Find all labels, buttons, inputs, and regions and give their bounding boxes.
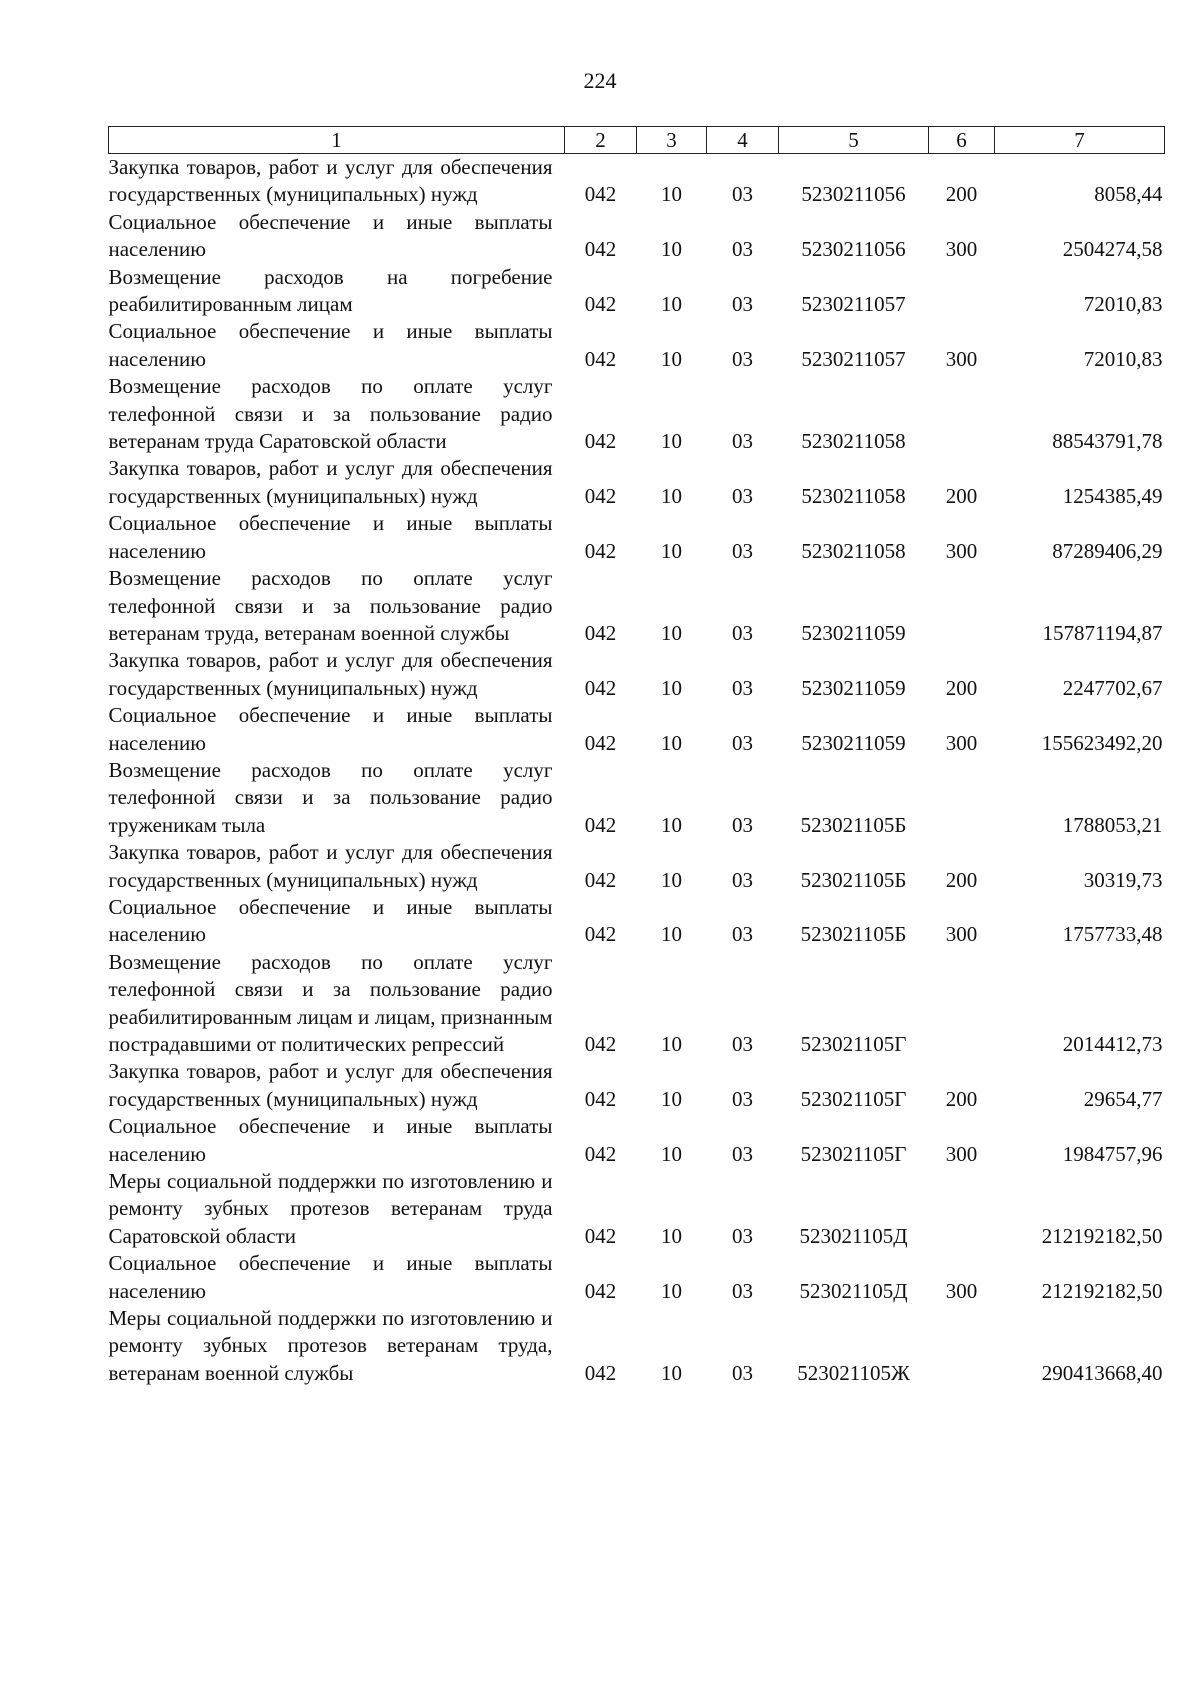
row-col-4: 03: [732, 182, 753, 207]
row-col-3: 10: [661, 292, 682, 317]
row-col-3: 10: [661, 812, 682, 837]
table-row: [109, 455, 1165, 510]
row-col-4: 03: [732, 1086, 753, 1111]
row-amount: 87289406,29: [1052, 538, 1163, 563]
row-col-2: 042: [584, 346, 617, 371]
row-amount: 30319,73: [1083, 867, 1163, 892]
row-col-6: 200: [945, 1086, 978, 1111]
header-col-2: 2: [565, 127, 637, 154]
row-col-6: 300: [945, 237, 978, 262]
row-description: Социальное обеспечение и иные выплаты населению: [108, 1251, 553, 1303]
header-col-3: 3: [637, 127, 707, 154]
header-col-5: 5: [779, 127, 929, 154]
row-description: Возмещение расходов по оплате услуг телефонной связи и за пользование радио реабилитированным лицам и лицам, признанным пострадавшими от политических репрессий: [108, 949, 553, 1056]
row-col-3: 10: [661, 1086, 682, 1111]
table-row: [109, 565, 1165, 647]
row-amount: 8058,44: [1094, 182, 1163, 207]
row-col-4: 03: [732, 429, 753, 454]
row-amount: 1254385,49: [1062, 483, 1163, 508]
row-col-3: 10: [661, 675, 682, 700]
row-description: Меры социальной поддержки по изготовлению и ремонту зубных протезов ветеранам труда Саратовской области: [108, 1169, 553, 1248]
table-row: [109, 373, 1165, 455]
row-col-3: 10: [661, 867, 682, 892]
row-amount: 1788053,21: [1062, 812, 1163, 837]
row-col-4: 03: [732, 483, 753, 508]
row-col-4: 03: [732, 346, 753, 371]
row-amount: 72010,83: [1083, 346, 1163, 371]
row-col-3: 10: [661, 620, 682, 645]
row-col-2: 042: [584, 867, 617, 892]
row-col-2: 042: [584, 730, 617, 755]
row-col-3: 10: [661, 346, 682, 371]
row-col-5: 523021105Г: [800, 1141, 907, 1166]
row-col-3: 10: [661, 922, 682, 947]
row-description: Закупка товаров, работ и услуг для обеспечения государственных (муниципальных) нужд: [108, 840, 553, 892]
row-col-3: 10: [661, 182, 682, 207]
row-col-6: [929, 373, 995, 455]
row-col-2: 042: [584, 182, 617, 207]
row-col-6: 200: [945, 675, 978, 700]
row-col-6: 300: [945, 538, 978, 563]
row-col-4: 03: [732, 1141, 753, 1166]
row-col-3: 10: [661, 538, 682, 563]
row-col-6: [929, 757, 995, 839]
row-col-4: 03: [732, 730, 753, 755]
table-row: [109, 894, 1165, 949]
budget-table: [108, 126, 1165, 1387]
row-col-4: 03: [732, 1360, 753, 1385]
table-row: [109, 1250, 1165, 1305]
row-description: Закупка товаров, работ и услуг для обеспечения государственных (муниципальных) нужд: [108, 155, 553, 207]
row-col-5: 5230211059: [801, 620, 906, 645]
row-col-6: 200: [945, 182, 978, 207]
row-col-5: 523021105Г: [800, 1032, 907, 1056]
row-amount: 157871194,87: [1042, 620, 1163, 645]
row-col-5: 523021105Б: [800, 867, 907, 892]
table-body: [109, 154, 1165, 1388]
row-description: Социальное обеспечение и иные выплаты населению: [108, 894, 553, 947]
page-number: 224: [583, 68, 617, 93]
row-col-4: 03: [732, 922, 753, 947]
row-amount: 2247702,67: [1062, 675, 1163, 700]
row-col-3: 10: [661, 1032, 682, 1056]
row-col-5: 523021105Б: [800, 812, 907, 837]
row-description: Закупка товаров, работ и услуг для обеспечения государственных (муниципальных) нужд: [108, 648, 553, 700]
row-col-2: 042: [584, 1278, 617, 1303]
row-amount: 155623492,20: [1041, 730, 1163, 755]
row-col-6: 300: [945, 346, 978, 371]
row-col-2: 042: [584, 922, 617, 947]
header-col-4: 4: [707, 127, 779, 154]
row-col-5: 5230211059: [801, 675, 906, 700]
row-description: Социальное обеспечение и иные выплаты населению: [108, 319, 553, 371]
row-col-5: 523021105Ж: [797, 1360, 910, 1385]
row-col-3: 10: [661, 1223, 682, 1248]
table-row: [109, 702, 1165, 757]
table-row: [109, 209, 1165, 264]
row-col-6: [929, 565, 995, 647]
table-row: [109, 154, 1165, 209]
row-description: Возмещение расходов по оплате услуг телефонной связи и за пользование радио ветеранам труда, ветеранам военной службы: [108, 566, 553, 645]
row-description: Социальное обеспечение и иные выплаты населению: [108, 703, 553, 755]
row-col-4: 03: [732, 292, 753, 317]
row-col-4: 03: [732, 675, 753, 700]
row-col-3: 10: [661, 429, 682, 454]
header-col-7: 7: [995, 127, 1165, 154]
row-col-5: 5230211058: [801, 483, 906, 508]
row-col-3: 10: [661, 237, 682, 262]
row-col-5: 5230211057: [801, 346, 906, 371]
row-col-2: 042: [584, 1223, 617, 1248]
row-col-6: 200: [945, 483, 978, 508]
row-amount: 2014412,73: [1062, 1032, 1163, 1056]
row-col-6: 200: [945, 867, 978, 892]
table-row: [109, 510, 1165, 565]
row-col-3: 10: [661, 730, 682, 755]
row-description: Социальное обеспечение и иные выплаты населению: [108, 1114, 553, 1166]
row-col-5: 523021105Д: [799, 1278, 908, 1303]
row-col-6: [929, 264, 995, 319]
row-col-5: 5230211056: [801, 182, 906, 207]
header-col-1: 1: [109, 127, 565, 154]
header-row: [109, 127, 1165, 154]
row-col-4: 03: [732, 867, 753, 892]
row-col-5: 523021105Б: [800, 922, 907, 947]
row-col-2: 042: [584, 1032, 617, 1056]
table-row: [109, 647, 1165, 702]
row-col-6: 300: [945, 922, 978, 947]
row-col-2: 042: [584, 429, 617, 454]
row-col-5: 5230211058: [801, 538, 906, 563]
row-description: Социальное обеспечение и иные выплаты населению: [108, 209, 553, 262]
row-col-5: 5230211058: [801, 429, 906, 454]
row-col-4: 03: [732, 1032, 753, 1056]
row-col-4: 03: [732, 538, 753, 563]
row-amount: 2504274,58: [1062, 237, 1163, 262]
row-col-5: 5230211059: [801, 730, 906, 755]
row-description: Социальное обеспечение и иные выплаты населению: [108, 511, 553, 563]
row-col-2: 042: [584, 483, 617, 508]
row-amount: 88543791,78: [1052, 429, 1163, 454]
row-amount: 290413668,40: [1041, 1360, 1163, 1385]
row-col-2: 042: [584, 292, 617, 317]
row-description: Возмещение расходов на погребение реабилитированным лицам: [108, 264, 553, 317]
row-col-6: [929, 1305, 995, 1387]
row-col-2: 042: [584, 1086, 617, 1111]
row-col-2: 042: [584, 1360, 617, 1385]
row-col-4: 03: [732, 1223, 753, 1248]
table-row: [109, 1058, 1165, 1113]
row-amount: 1984757,96: [1062, 1141, 1163, 1166]
table-row: [109, 1113, 1165, 1168]
row-col-3: 10: [661, 483, 682, 508]
row-col-2: 042: [584, 1141, 617, 1166]
row-col-2: 042: [584, 538, 617, 563]
row-col-2: 042: [584, 620, 617, 645]
row-col-6: [929, 949, 995, 1059]
row-amount: 212192182,50: [1041, 1223, 1163, 1248]
row-description: Возмещение расходов по оплате услуг телефонной связи и за пользование радио труженикам тыла: [108, 757, 553, 837]
row-amount: 29654,77: [1083, 1086, 1163, 1111]
row-col-6: [929, 1168, 995, 1250]
header-col-6: 6: [929, 127, 995, 154]
row-description: Закупка товаров, работ и услуг для обеспечения государственных (муниципальных) нужд: [108, 456, 553, 508]
row-amount: 1757733,48: [1062, 922, 1163, 947]
row-col-2: 042: [584, 812, 617, 837]
row-description: Меры социальной поддержки по изготовлению и ремонту зубных протезов ветеранам труда, ветеранам военной службы: [108, 1306, 553, 1385]
row-col-3: 10: [661, 1141, 682, 1166]
row-col-6: 300: [945, 730, 978, 755]
row-col-4: 03: [732, 1278, 753, 1303]
table-row: [109, 264, 1165, 319]
row-col-4: 03: [732, 620, 753, 645]
row-col-6: 300: [945, 1141, 978, 1166]
row-col-5: 5230211057: [801, 292, 906, 317]
table-row: [109, 318, 1165, 373]
row-col-6: 300: [945, 1278, 978, 1303]
row-col-2: 042: [584, 675, 617, 700]
row-col-2: 042: [584, 237, 617, 262]
row-description: Закупка товаров, работ и услуг для обеспечения государственных (муниципальных) нужд: [108, 1059, 553, 1111]
row-col-4: 03: [732, 237, 753, 262]
table-row: [109, 839, 1165, 894]
table-row: [109, 949, 1165, 1059]
row-col-5: 5230211056: [801, 237, 906, 262]
table-row: [109, 757, 1165, 839]
row-description: Возмещение расходов по оплате услуг телефонной связи и за пользование радио ветеранам труда Саратовской области: [108, 374, 553, 454]
row-col-4: 03: [732, 812, 753, 837]
row-amount: 72010,83: [1083, 292, 1163, 317]
table-row: [109, 1305, 1165, 1387]
row-amount: 212192182,50: [1041, 1278, 1163, 1303]
table-row: [109, 1168, 1165, 1250]
row-col-5: 523021105Д: [799, 1223, 908, 1248]
row-col-3: 10: [661, 1360, 682, 1385]
row-col-5: 523021105Г: [800, 1086, 907, 1111]
row-col-3: 10: [661, 1278, 682, 1303]
